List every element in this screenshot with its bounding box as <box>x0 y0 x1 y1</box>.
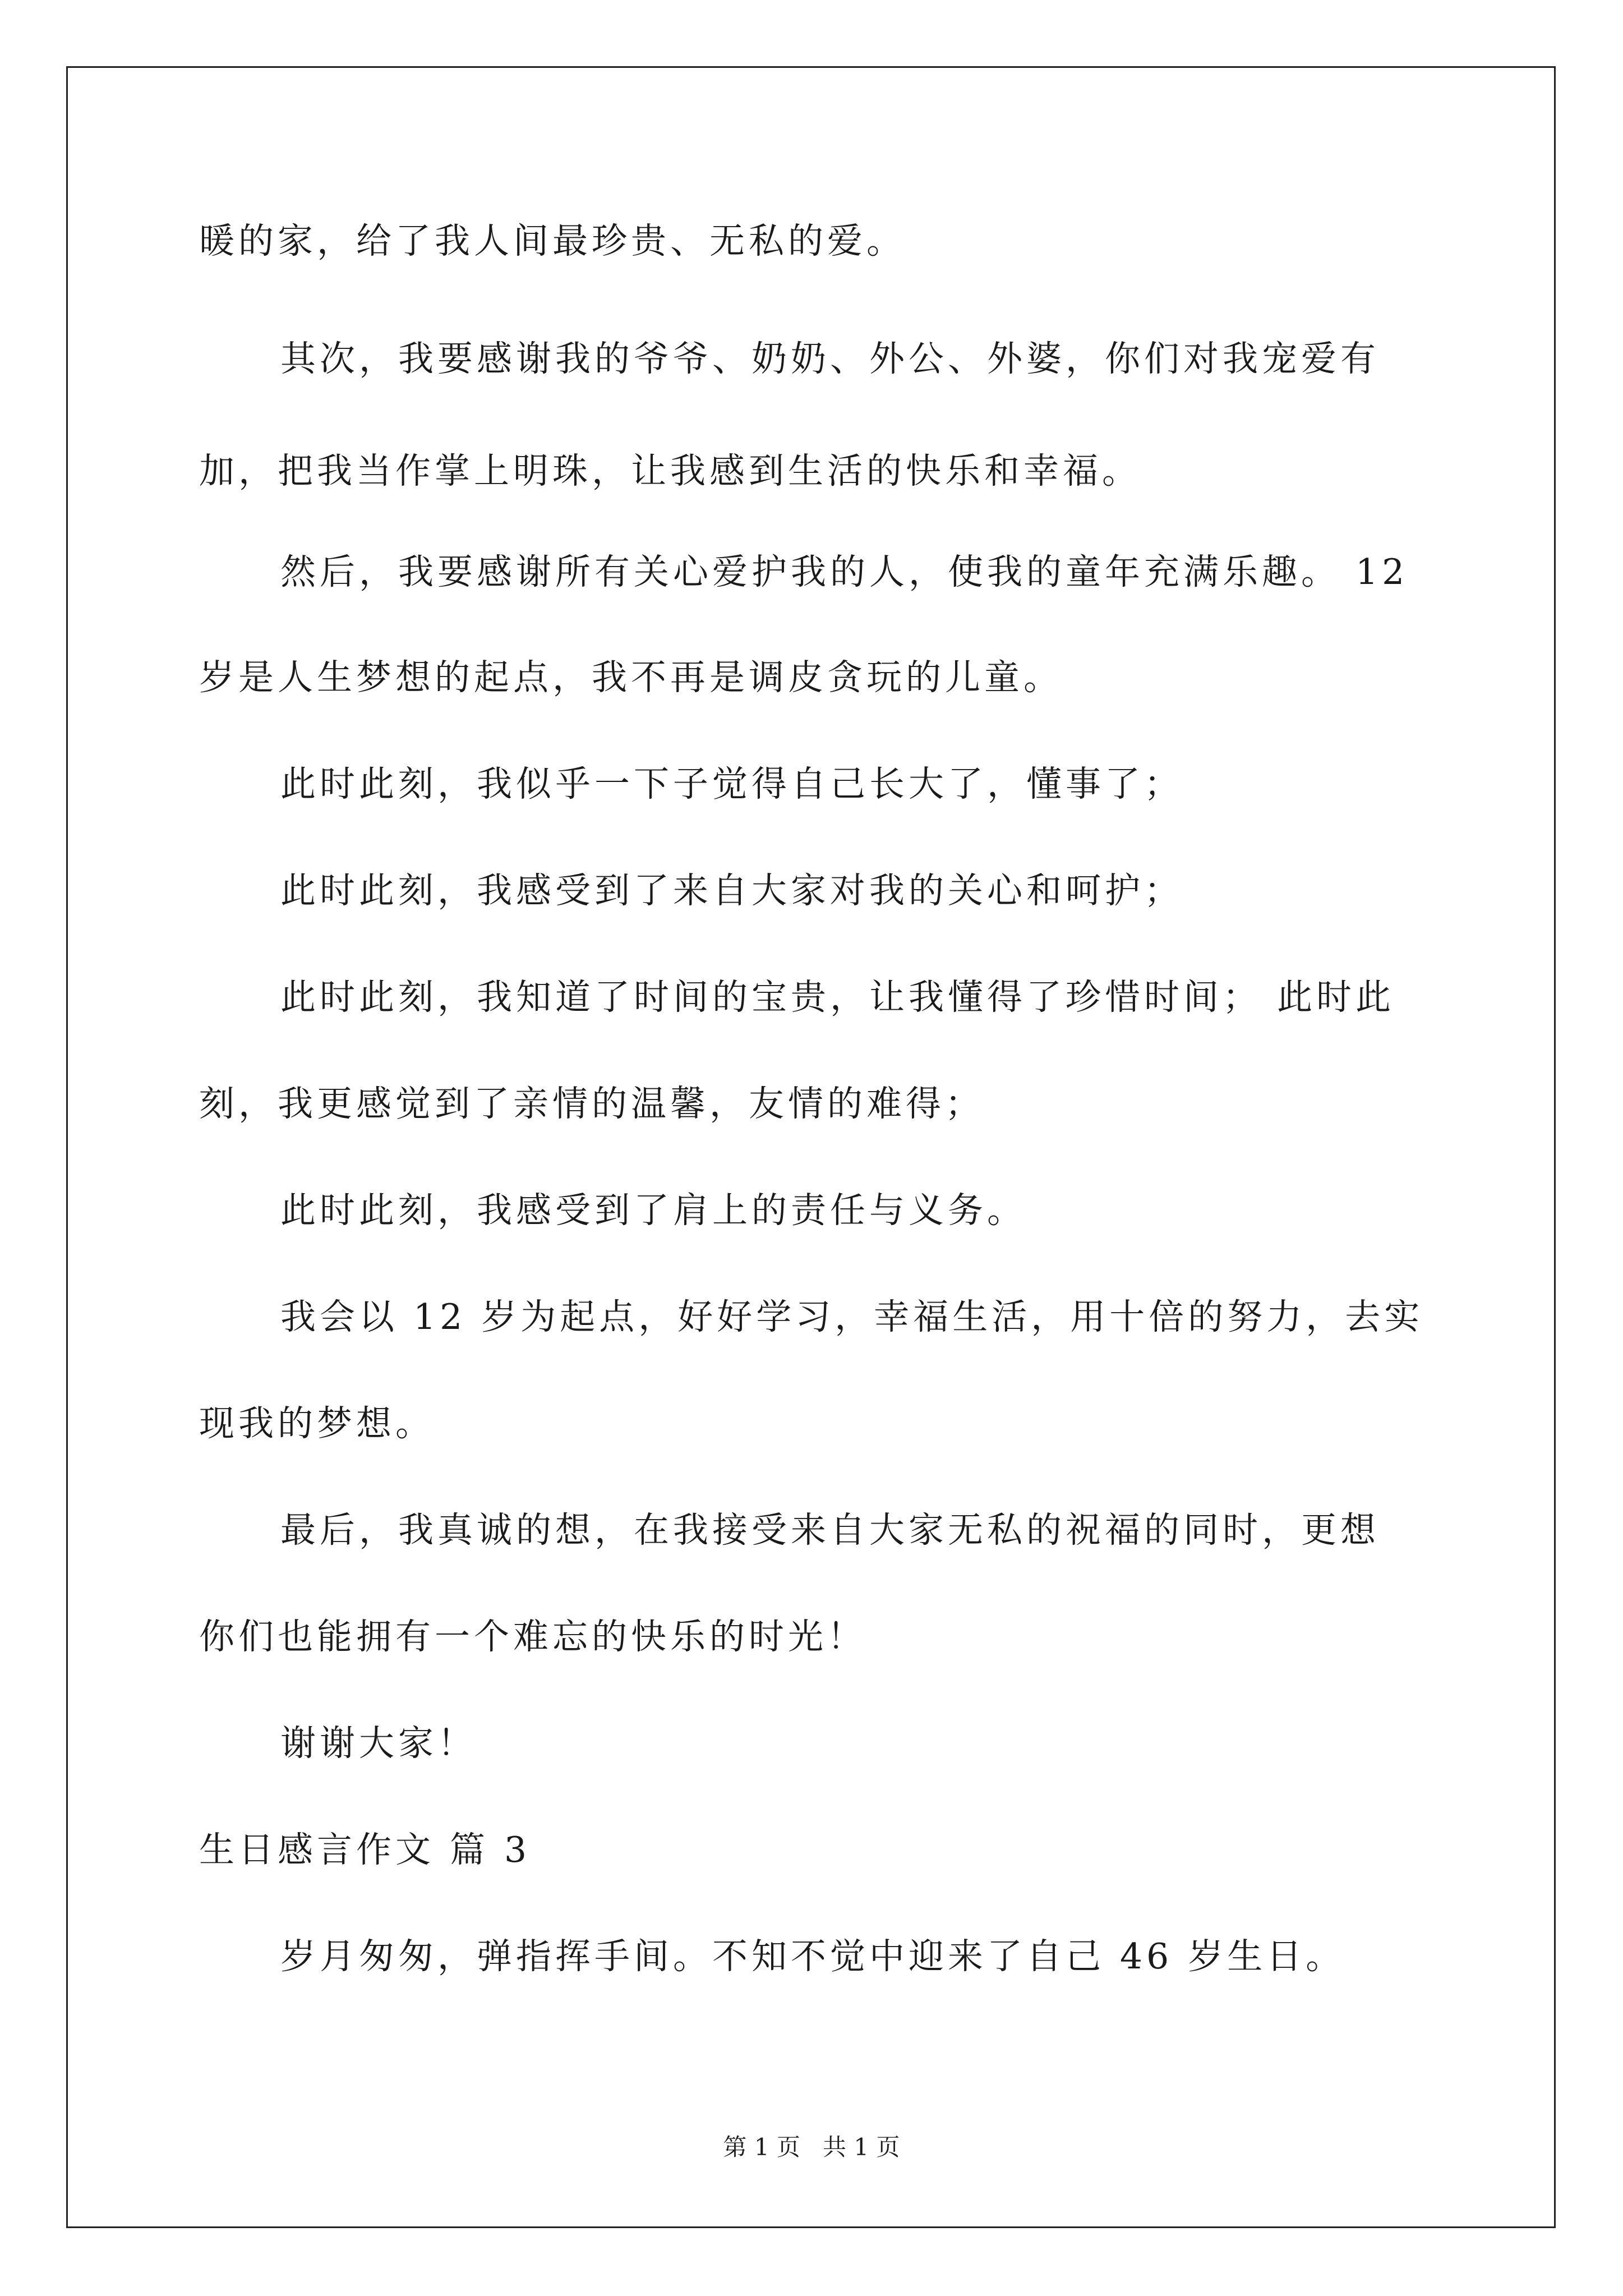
text-line: 然后，我要感谢所有关心爱护我的人，使我的童年充满乐趣。 12 <box>280 551 1409 592</box>
text-line: 现我的梦想。 <box>199 1403 435 1444</box>
text-line: 其次，我要感谢我的爷爷、奶奶、外公、外婆，你们对我宠爱有 <box>280 338 1380 379</box>
text-line: 此时此刻，我感受到了肩上的责任与义务。 <box>280 1190 1026 1231</box>
text-line: 暖的家，给了我人间最珍贵、无私的爱。 <box>199 220 906 261</box>
text-line: 最后，我真诚的想，在我接受来自大家无私的祝福的同时，更想 <box>280 1510 1380 1550</box>
text-line: 刻，我更感觉到了亲情的温馨，友情的难得； <box>199 1083 984 1124</box>
text-line: 此时此刻，我感受到了来自大家对我的关心和呵护； <box>280 870 1183 911</box>
text-line: 此时此刻，我似乎一下子觉得自己长大了，懂事了； <box>280 763 1183 804</box>
text-line: 谢谢大家！ <box>280 1723 477 1764</box>
section-heading: 生日感言作文 篇 3 <box>199 1829 531 1870</box>
page-border <box>66 66 1556 2228</box>
text-line: 你们也能拥有一个难忘的快乐的时光！ <box>199 1616 866 1657</box>
text-line: 岁月匆匆，弹指挥手间。不知不觉中迎来了自己 46 岁生日。 <box>280 1936 1345 1977</box>
page-number-footer: 第 1 页 共 1 页 <box>723 2133 900 2161</box>
text-line: 我会以 12 岁为起点，好好学习，幸福生活，用十倍的努力，去实 <box>280 1296 1424 1337</box>
text-line: 此时此刻，我知道了时间的宝贵，让我懂得了珍惜时间； 此时此 <box>280 977 1395 1018</box>
text-line: 加，把我当作掌上明珠，让我感到生活的快乐和幸福。 <box>199 450 1141 491</box>
text-line: 岁是人生梦想的起点，我不再是调皮贪玩的儿童。 <box>199 657 1063 698</box>
